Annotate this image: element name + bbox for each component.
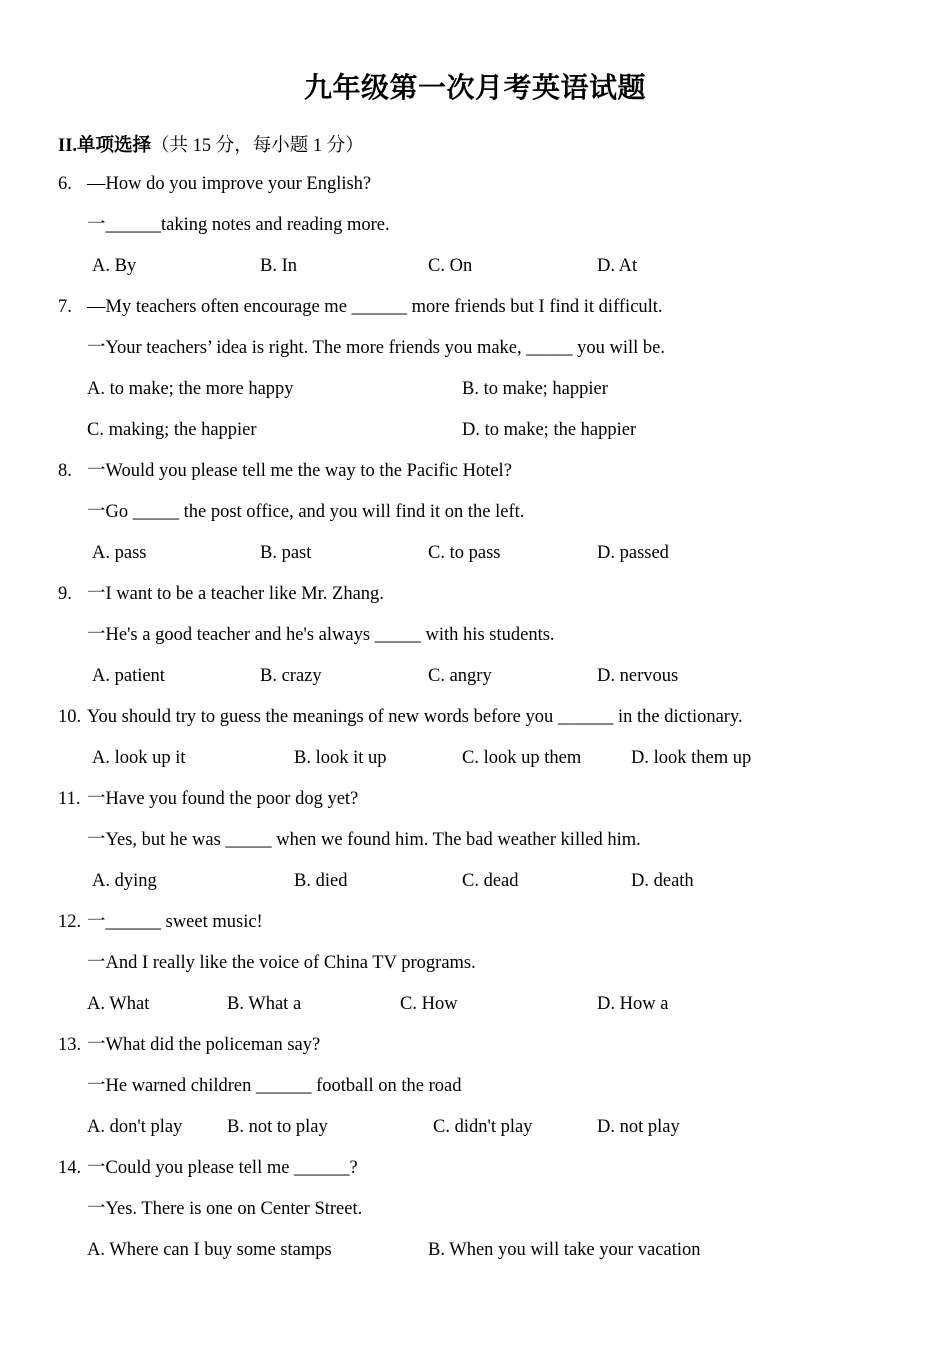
question-line: 一Would you please tell me the way to the Pacific Hotel? <box>87 461 512 481</box>
option-c[interactable]: C. didn't play <box>433 1117 533 1137</box>
question-line: 一He's a good teacher and he's always _____ with his students. <box>87 625 555 645</box>
option-d[interactable]: D. death <box>631 871 694 891</box>
question-number: 14. <box>58 1158 82 1178</box>
option-b[interactable]: B. look it up <box>294 748 387 768</box>
question-number: 12. <box>58 912 82 932</box>
option-b[interactable]: B. to make; happier <box>462 379 608 399</box>
option-d[interactable]: D. nervous <box>597 666 679 686</box>
option-d[interactable]: D. At <box>597 256 638 276</box>
option-d[interactable]: D. look them up <box>631 748 752 768</box>
question-line: 一What did the policeman say? <box>87 1035 321 1055</box>
question-line: You should try to guess the meanings of new words before you ______ in the dictionary. <box>87 707 743 727</box>
option-d[interactable]: D. How a <box>597 994 669 1014</box>
option-d[interactable]: D. passed <box>597 543 669 563</box>
question-number: 7. <box>58 297 72 317</box>
option-c[interactable]: C. dead <box>462 871 519 891</box>
question-line: 一He warned children ______ football on the road <box>87 1076 462 1096</box>
option-b[interactable]: B. died <box>294 871 348 891</box>
option-a[interactable]: A. Where can I buy some stamps <box>87 1240 332 1260</box>
option-b[interactable]: B. What a <box>227 994 302 1014</box>
question-line: 一Could you please tell me ______? <box>87 1158 358 1178</box>
question-line: 一Go _____ the post office, and you will find it on the left. <box>87 502 525 522</box>
option-c[interactable]: C. angry <box>428 666 492 686</box>
option-a[interactable]: A. look up it <box>92 748 186 768</box>
option-a[interactable]: A. don't play <box>87 1117 183 1137</box>
option-d[interactable]: D. to make; the happier <box>462 420 637 440</box>
option-a[interactable]: A. patient <box>92 666 165 686</box>
option-a[interactable]: A. pass <box>92 543 147 563</box>
option-b[interactable]: B. crazy <box>260 666 322 686</box>
question-number: 9. <box>58 584 72 604</box>
question-line: 一Have you found the poor dog yet? <box>87 789 359 809</box>
option-a[interactable]: A. to make; the more happy <box>87 379 294 399</box>
question-line: 一Yes. There is one on Center Street. <box>87 1199 363 1219</box>
question-number: 6. <box>58 174 72 194</box>
question-line: —How do you improve your English? <box>87 174 372 194</box>
section-heading <box>58 131 364 157</box>
question-number: 11. <box>58 789 81 809</box>
question-line: 一______taking notes and reading more. <box>87 215 390 235</box>
option-b[interactable]: B. In <box>260 256 297 276</box>
option-a[interactable]: A. By <box>92 256 137 276</box>
section-note: （共 15 分，每小题 1 分） <box>151 136 364 156</box>
question-number: 8. <box>58 461 72 481</box>
option-b[interactable]: B. not to play <box>227 1117 328 1137</box>
option-a[interactable]: A. What <box>87 994 150 1014</box>
option-c[interactable]: C. making; the happier <box>87 420 257 440</box>
option-b[interactable]: B. When you will take your vacation <box>428 1240 701 1260</box>
question-line: 一I want to be a teacher like Mr. Zhang. <box>87 584 384 604</box>
page-title: 九年级第一次月考英语试题 <box>303 73 646 104</box>
question-line: 一Your teachers’ idea is right. The more friends you make, _____ you will be. <box>87 338 666 358</box>
section-title: II.单项选择 <box>58 136 152 156</box>
question-line: 一______ sweet music! <box>87 912 263 932</box>
option-c[interactable]: C. look up them <box>462 748 582 768</box>
question-number: 13. <box>58 1035 82 1055</box>
option-a[interactable]: A. dying <box>92 871 157 891</box>
question-line: —My teachers often encourage me ______ more friends but I find it difficult. <box>87 297 663 317</box>
question-line: 一And I really like the voice of China TV programs. <box>87 953 476 973</box>
option-c[interactable]: C. On <box>428 256 473 276</box>
question-number: 10. <box>58 707 82 727</box>
option-c[interactable]: C. How <box>400 994 458 1014</box>
option-c[interactable]: C. to pass <box>428 543 501 563</box>
option-b[interactable]: B. past <box>260 543 312 563</box>
question-line: 一Yes, but he was _____ when we found him. The bad weather killed him. <box>87 830 641 850</box>
option-d[interactable]: D. not play <box>597 1117 680 1137</box>
